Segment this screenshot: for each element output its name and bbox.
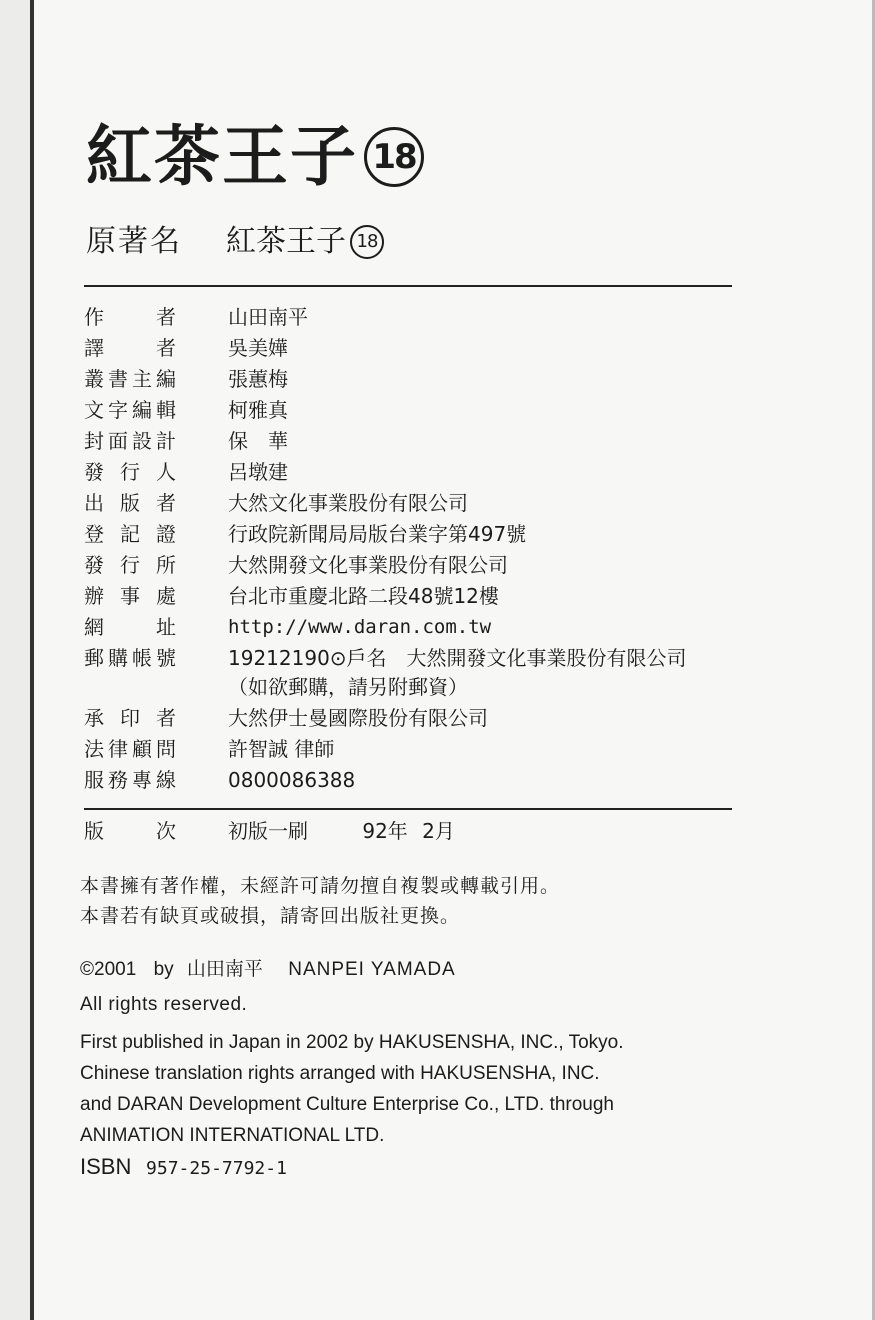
credit-label: 辦事處: [84, 584, 176, 608]
credit-label: 發行人: [84, 460, 176, 484]
credit-row-printer: [84, 703, 744, 734]
isbn-line: [80, 1152, 287, 1184]
isbn-value: 957-25-7792-1: [146, 1158, 287, 1179]
credit-row-publisher: [84, 488, 744, 519]
credit-label: 叢書主編: [84, 367, 176, 391]
edition-month: 2月: [422, 819, 455, 843]
credit-label: 服務專線: [84, 768, 176, 792]
credit-row-issuer: [84, 457, 744, 488]
credit-row-text-editor: [84, 395, 744, 426]
credit-value: 許智誠 律師: [228, 737, 335, 761]
original-volume-circle: 18: [350, 225, 384, 259]
publication-line: First published in Japan in 2002 by HAKUSENSHA, INC., Tokyo.: [80, 1032, 624, 1053]
credit-value: 張蕙梅: [228, 367, 288, 391]
original-title-label: 原著名: [86, 224, 182, 259]
credit-value: 台北市重慶北路二段48號12樓: [228, 584, 499, 608]
credit-label: 承印者: [84, 706, 176, 730]
book-title: [86, 118, 424, 196]
credit-label: 網址: [84, 615, 176, 639]
edition-value: [228, 814, 455, 848]
credit-label: 譯者: [84, 336, 176, 360]
author-name-en: NANPEI YAMADA: [288, 959, 456, 980]
copyright-by: by: [153, 959, 174, 980]
credit-value: 呂墩建: [228, 460, 288, 484]
credit-label: 文字編輯: [84, 398, 176, 422]
credit-value: 保 華: [228, 429, 288, 453]
credit-row-mail-order: [84, 643, 744, 703]
credit-value: 大然伊士曼國際股份有限公司: [228, 706, 488, 730]
website-url: http://www.daran.com.tw: [228, 616, 492, 638]
original-title: [86, 222, 384, 262]
publication-line: and DARAN Development Culture Enterprise Co., LTD. through: [80, 1094, 615, 1115]
credit-value: 柯雅真: [228, 398, 288, 422]
copyright-year: ©2001: [80, 959, 137, 980]
credit-row-cover-design: [84, 426, 744, 457]
publication-info: [80, 1027, 624, 1151]
edition-printing: 初版一刷: [228, 819, 308, 843]
credit-value: 大然開發文化事業股份有限公司: [228, 553, 508, 577]
binding-edge: [30, 0, 34, 1320]
top-divider: [84, 285, 732, 287]
middle-divider: [84, 808, 732, 810]
credit-label: 登記證: [84, 522, 176, 546]
credit-value: 0800086388: [228, 768, 356, 792]
credit-value-note: （如欲郵購，請另附郵資）: [228, 675, 468, 699]
edition-row: [84, 814, 744, 848]
credit-row-legal-advisor: [84, 734, 744, 765]
credit-row-service-line: [84, 765, 744, 796]
copyright-line: [80, 956, 456, 983]
credit-label: 發行所: [84, 553, 176, 577]
credits-list: [84, 302, 744, 796]
credit-value: 19212190⊙戶名 大然開發文化事業股份有限公司: [228, 646, 687, 670]
credit-value: 吳美嬅: [228, 336, 288, 360]
isbn-label: ISBN: [80, 1154, 132, 1179]
credit-row-office: [84, 581, 744, 612]
author-name-jp: 山田南平: [186, 958, 263, 980]
copyright-notice: 本書擁有著作權，未經許可請勿擅自複製或轉載引用。: [80, 875, 561, 897]
edition-year: 92年: [362, 819, 408, 843]
credit-row-translator: [84, 333, 744, 364]
credit-row-series-editor: [84, 364, 744, 395]
credit-value: 山田南平: [228, 305, 308, 329]
publication-line: ANIMATION INTERNATIONAL LTD.: [80, 1125, 385, 1146]
page-left-margin: [0, 0, 34, 1320]
edition-label: 版次: [84, 819, 176, 843]
credit-row-distributor: [84, 550, 744, 581]
publication-line: Chinese translation rights arranged with HAKUSENSHA, INC.: [80, 1063, 600, 1084]
credit-label: 封面設計: [84, 429, 176, 453]
all-rights-reserved: All rights reserved.: [80, 994, 248, 1015]
credit-label: 郵購帳號: [84, 646, 176, 670]
credit-label: 出版者: [84, 491, 176, 515]
credit-row-author: [84, 302, 744, 333]
credit-label: 作者: [84, 305, 176, 329]
credit-row-registration: [84, 519, 744, 550]
replacement-notice: 本書若有缺頁或破損，請寄回出版社更換。: [80, 905, 461, 927]
original-title-text: 紅茶王子: [226, 224, 346, 259]
credit-value: 行政院新聞局局版台業字第497號: [228, 522, 527, 546]
credit-value: 大然文化事業股份有限公司: [228, 491, 468, 515]
credit-row-website: [84, 612, 744, 643]
credit-label: 法律顧問: [84, 737, 176, 761]
volume-number-circle: 18: [364, 127, 424, 187]
title-text: 紅茶王子: [86, 118, 358, 195]
